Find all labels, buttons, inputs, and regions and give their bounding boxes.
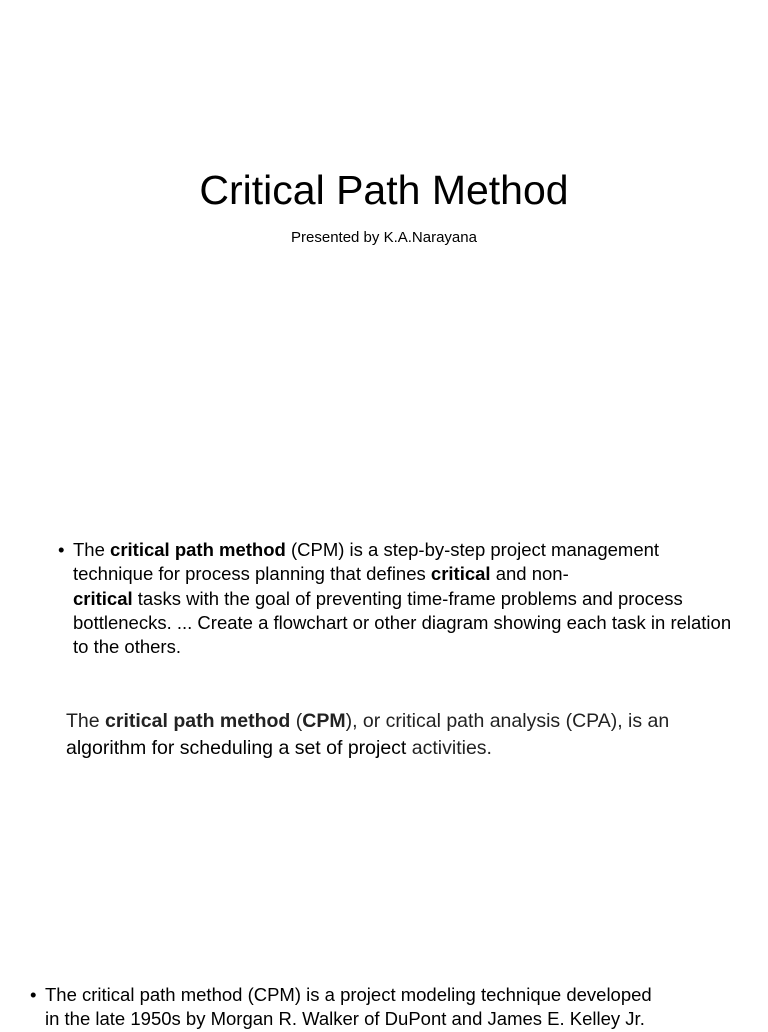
text-run: (CPM) is a step-by-step project management technique for process planning that defines [73,539,660,585]
bullet-cpm-definition [58,538,738,659]
text-run: The [66,710,106,732]
slide-subtitle: Presented by K.A.Narayana [291,229,477,246]
slide-title: Critical Path Method [199,167,569,213]
bullet-text [58,538,738,659]
bold-run: CPM [302,710,346,732]
bullet-cpm-history [30,983,768,1032]
bold-run: critical path method [105,710,291,732]
text-run: ( [290,710,303,732]
bullet-text [30,983,768,1032]
text-run: The [73,539,111,560]
text-run: tasks with the goal of preventing time-frame problems and process bottlenecks. ... Create a flowchart or other diagram showing each task in relation to the others. [73,587,732,658]
bold-run: critical [430,563,491,585]
text-run: and non- [490,563,569,585]
text-line: The critical path method (CPM) is a project modeling technique developed [45,984,652,1005]
text-run: activities. [406,737,492,759]
bullet-marker: • [30,984,37,1005]
bullet-marker: • [58,539,65,560]
bold-run: critical [73,587,133,609]
bold-run: critical path method [110,539,286,560]
cpm-quote [66,708,746,762]
text-run: ), or critical path analysis (CPA), is an [345,710,670,732]
text-line: in the late 1950s by Morgan R. Walker of DuPont and James E. Kelley Jr. [45,1008,645,1030]
text-run: algorithm for scheduling a set of project [66,737,407,759]
